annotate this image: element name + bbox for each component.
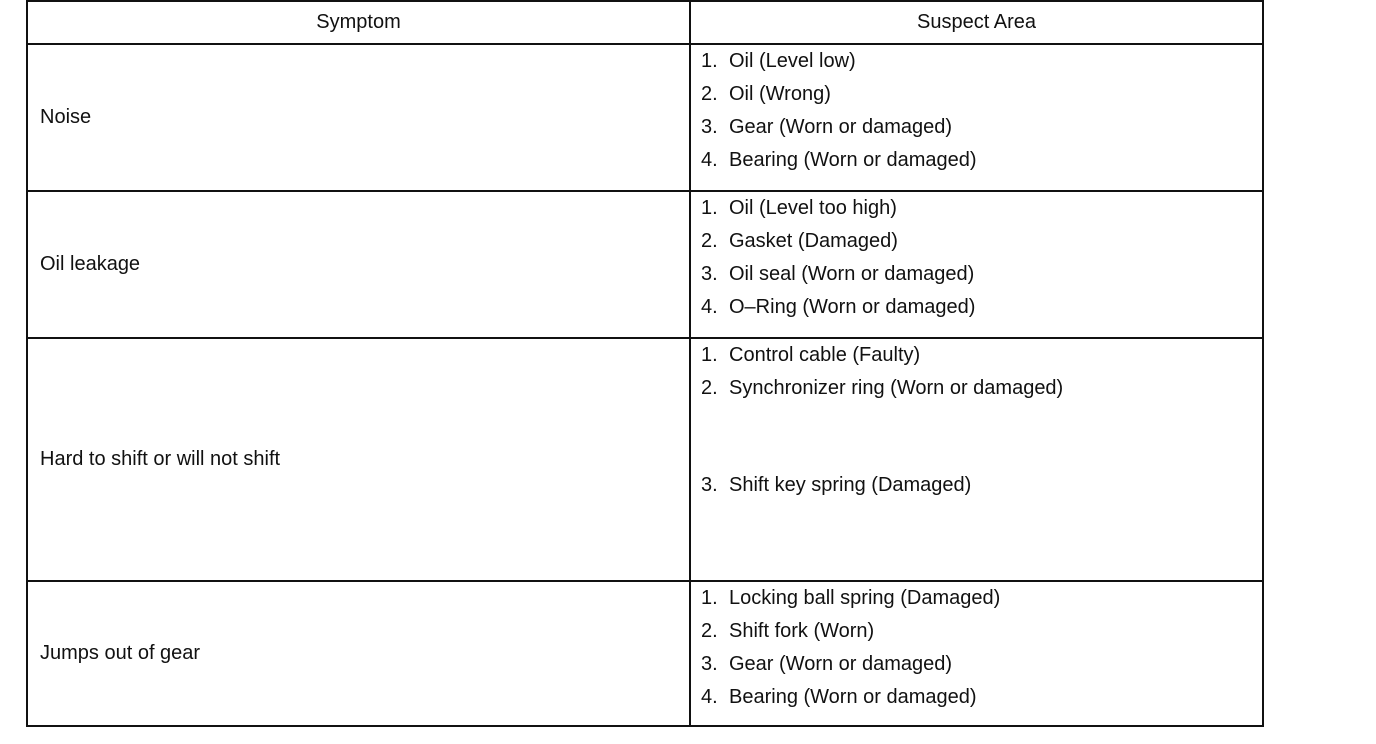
item-number: 2. [701, 83, 718, 105]
table-row [27, 44, 1263, 191]
item-number: 1. [701, 586, 718, 609]
table-row [27, 581, 1263, 726]
suspect-area-cell [690, 581, 1263, 726]
suspect-area-column-header: Suspect Area [690, 1, 1263, 44]
item-number: 2. [701, 619, 718, 642]
table-row [27, 338, 1263, 580]
symptom-column-header: Symptom [27, 1, 690, 44]
item-text: Oil (Level too high) [729, 197, 897, 220]
symptom-cell: Hard to shift or will not shift [27, 338, 690, 580]
list-item [701, 192, 1262, 225]
list-item [701, 45, 1262, 78]
item-text: Shift fork (Worn) [729, 619, 875, 642]
item-text: Control cable (Faulty) [729, 344, 921, 367]
list-item [701, 111, 1262, 144]
item-text: Locking ball spring (Damaged) [729, 586, 1001, 609]
table-header-row [27, 1, 1263, 44]
item-text: Gear (Worn or damaged) [729, 652, 953, 675]
list-item [701, 339, 1262, 372]
suspect-list [701, 339, 1262, 502]
item-number: 1. [701, 344, 718, 367]
item-number: 3. [701, 116, 718, 138]
item-number: 1. [701, 50, 718, 72]
item-text: Shift key spring (Damaged) [729, 474, 972, 497]
item-text: Gear (Worn or damaged) [729, 116, 953, 138]
list-item [701, 258, 1262, 291]
list-item [701, 291, 1262, 324]
table-row [27, 191, 1263, 338]
item-number: 4. [701, 296, 718, 319]
item-text: Bearing (Worn or damaged) [729, 685, 977, 708]
list-item [701, 225, 1262, 258]
suspect-area-cell [690, 191, 1263, 338]
list-item [701, 78, 1262, 111]
item-number: 3. [701, 474, 718, 497]
item-number: 3. [701, 652, 718, 675]
list-item [701, 615, 1262, 648]
item-number: 2. [701, 377, 718, 400]
item-text: Bearing (Worn or damaged) [729, 149, 977, 171]
list-item [701, 648, 1262, 681]
item-text: Gasket (Damaged) [729, 230, 898, 253]
list-item [701, 582, 1262, 615]
suspect-list [701, 582, 1262, 714]
item-text: Oil seal (Worn or damaged) [729, 263, 975, 286]
item-number: 3. [701, 263, 718, 286]
symptom-cell: Noise [27, 44, 690, 191]
list-item [701, 144, 1262, 177]
suspect-list [701, 192, 1262, 324]
symptom-cell: Jumps out of gear [27, 581, 690, 726]
list-item [701, 469, 1262, 502]
suspect-list [701, 45, 1262, 177]
symptom-cell: Oil leakage [27, 191, 690, 338]
item-number: 4. [701, 685, 718, 708]
item-text: Synchronizer ring (Worn or damaged) [729, 377, 1064, 400]
troubleshooting-table [26, 0, 1264, 727]
list-item [701, 372, 1262, 405]
item-number: 2. [701, 230, 718, 253]
list-item [701, 681, 1262, 714]
item-text: Oil (Level low) [729, 50, 856, 72]
item-text: Oil (Wrong) [729, 83, 831, 105]
item-number: 4. [701, 149, 718, 171]
suspect-area-cell [690, 338, 1263, 580]
suspect-area-cell [690, 44, 1263, 191]
item-text: O–Ring (Worn or damaged) [729, 296, 976, 319]
item-number: 1. [701, 197, 718, 220]
